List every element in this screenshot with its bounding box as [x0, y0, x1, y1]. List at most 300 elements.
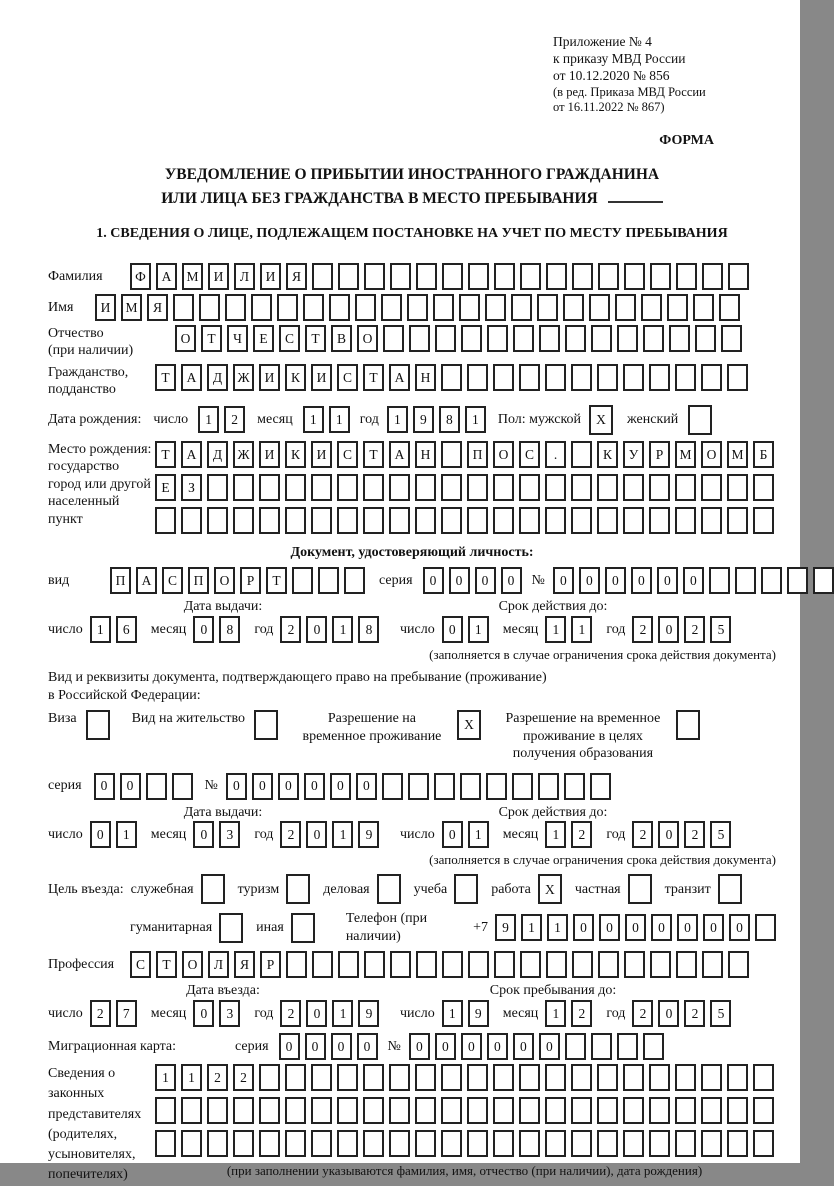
form-cell[interactable]: 0 — [279, 1033, 300, 1060]
form-cell[interactable] — [753, 507, 774, 534]
form-cell[interactable]: Т — [155, 364, 176, 391]
form-cell[interactable] — [181, 507, 202, 534]
form-cell[interactable]: Т — [363, 441, 384, 468]
form-cell[interactable] — [623, 474, 644, 501]
form-cell[interactable] — [285, 1064, 306, 1091]
form-cell[interactable] — [415, 507, 436, 534]
visa-checkbox[interactable] — [86, 710, 110, 740]
form-cell[interactable]: 9 — [413, 406, 434, 433]
form-cell[interactable]: Т — [201, 325, 222, 352]
form-cell[interactable]: 0 — [658, 1000, 679, 1027]
form-cell[interactable]: 0 — [331, 1033, 352, 1060]
profession-cells[interactable] — [130, 951, 749, 978]
form-cell[interactable] — [441, 474, 462, 501]
form-cell[interactable] — [355, 294, 376, 321]
form-cell[interactable] — [259, 1097, 280, 1124]
form-cell[interactable]: 2 — [632, 616, 653, 643]
form-cell[interactable] — [571, 507, 592, 534]
form-cell[interactable] — [564, 773, 585, 800]
form-cell[interactable] — [433, 294, 454, 321]
form-cell[interactable] — [181, 1097, 202, 1124]
form-cell[interactable]: 0 — [423, 567, 444, 594]
form-cell[interactable]: 2 — [233, 1064, 254, 1091]
form-cell[interactable]: Т — [155, 441, 176, 468]
form-cell[interactable] — [727, 1097, 748, 1124]
form-cell[interactable]: 0 — [513, 1033, 534, 1060]
form-cell[interactable] — [461, 325, 482, 352]
form-cell[interactable] — [643, 325, 664, 352]
form-cell[interactable]: 9 — [358, 821, 379, 848]
form-cell[interactable]: С — [279, 325, 300, 352]
form-cell[interactable] — [617, 1033, 638, 1060]
validity-year-cells[interactable] — [632, 616, 731, 643]
form-cell[interactable] — [454, 874, 478, 904]
form-cell[interactable]: X — [538, 874, 562, 904]
purpose-business-checkbox[interactable] — [377, 874, 401, 904]
form-cell[interactable]: Н — [415, 441, 436, 468]
form-cell[interactable] — [520, 263, 541, 290]
form-cell[interactable] — [650, 263, 671, 290]
form-cell[interactable] — [753, 1097, 774, 1124]
form-cell[interactable]: И — [311, 441, 332, 468]
form-cell[interactable] — [519, 1097, 540, 1124]
form-cell[interactable]: . — [545, 441, 566, 468]
form-cell[interactable] — [291, 913, 315, 943]
form-cell[interactable]: 0 — [579, 567, 600, 594]
mc-number-cells[interactable] — [409, 1033, 664, 1060]
form-cell[interactable] — [571, 441, 592, 468]
form-cell[interactable]: 0 — [90, 821, 111, 848]
form-cell[interactable]: Д — [207, 441, 228, 468]
form-cell[interactable]: 1 — [181, 1064, 202, 1091]
form-cell[interactable] — [207, 474, 228, 501]
stay-year-cells[interactable] — [632, 1000, 731, 1027]
form-cell[interactable] — [382, 773, 403, 800]
form-cell[interactable] — [338, 951, 359, 978]
form-cell[interactable] — [675, 474, 696, 501]
form-cell[interactable]: А — [181, 441, 202, 468]
form-cell[interactable] — [311, 1130, 332, 1157]
form-cell[interactable] — [545, 364, 566, 391]
form-cell[interactable] — [589, 294, 610, 321]
form-cell[interactable] — [676, 951, 697, 978]
form-cell[interactable]: О — [701, 441, 722, 468]
form-cell[interactable]: 2 — [90, 1000, 111, 1027]
form-cell[interactable] — [467, 474, 488, 501]
form-cell[interactable]: 9 — [358, 1000, 379, 1027]
form-cell[interactable] — [467, 1097, 488, 1124]
form-cell[interactable]: X — [457, 710, 481, 740]
form-cell[interactable]: Т — [156, 951, 177, 978]
form-cell[interactable] — [546, 263, 567, 290]
form-cell[interactable]: 2 — [684, 1000, 705, 1027]
form-cell[interactable] — [701, 1130, 722, 1157]
form-cell[interactable]: О — [175, 325, 196, 352]
form-cell[interactable]: 2 — [684, 616, 705, 643]
form-cell[interactable] — [641, 294, 662, 321]
form-cell[interactable] — [285, 1130, 306, 1157]
form-cell[interactable] — [718, 874, 742, 904]
form-cell[interactable] — [537, 294, 558, 321]
form-cell[interactable]: С — [337, 364, 358, 391]
form-cell[interactable] — [520, 951, 541, 978]
form-cell[interactable] — [285, 507, 306, 534]
form-cell[interactable]: 2 — [684, 821, 705, 848]
form-cell[interactable] — [254, 710, 278, 740]
form-cell[interactable]: М — [675, 441, 696, 468]
form-cell[interactable]: 0 — [193, 1000, 214, 1027]
form-cell[interactable]: 2 — [571, 1000, 592, 1027]
form-cell[interactable]: 5 — [710, 821, 731, 848]
form-cell[interactable]: 0 — [461, 1033, 482, 1060]
form-cell[interactable] — [623, 1097, 644, 1124]
citizenship-cells[interactable] — [155, 364, 748, 391]
form-cell[interactable] — [753, 474, 774, 501]
form-cell[interactable] — [727, 1064, 748, 1091]
form-cell[interactable] — [390, 263, 411, 290]
form-cell[interactable] — [441, 1097, 462, 1124]
form-cell[interactable] — [415, 1097, 436, 1124]
form-cell[interactable] — [513, 325, 534, 352]
form-cell[interactable] — [623, 1064, 644, 1091]
form-cell[interactable]: Т — [266, 567, 287, 594]
form-cell[interactable]: 7 — [116, 1000, 137, 1027]
form-cell[interactable]: М — [182, 263, 203, 290]
form-cell[interactable] — [487, 325, 508, 352]
form-cell[interactable]: 1 — [545, 1000, 566, 1027]
form-cell[interactable] — [233, 1130, 254, 1157]
form-cell[interactable] — [381, 294, 402, 321]
form-cell[interactable]: А — [136, 567, 157, 594]
issue-day-cells[interactable] — [90, 616, 137, 643]
form-cell[interactable] — [468, 263, 489, 290]
form-cell[interactable] — [389, 1097, 410, 1124]
form-cell[interactable]: 0 — [657, 567, 678, 594]
purpose-official-checkbox[interactable] — [201, 874, 225, 904]
form-cell[interactable] — [591, 325, 612, 352]
form-cell[interactable] — [753, 1130, 774, 1157]
residence-validity-month-cells[interactable] — [545, 821, 592, 848]
form-cell[interactable]: Я — [286, 263, 307, 290]
form-cell[interactable] — [363, 507, 384, 534]
form-cell[interactable]: 0 — [573, 914, 594, 941]
form-cell[interactable] — [225, 294, 246, 321]
form-cell[interactable] — [442, 263, 463, 290]
form-cell[interactable] — [598, 951, 619, 978]
firstname-cells[interactable] — [95, 294, 740, 321]
form-cell[interactable] — [571, 1064, 592, 1091]
residence-issue-year-cells[interactable] — [280, 821, 379, 848]
form-cell[interactable] — [571, 364, 592, 391]
form-cell[interactable] — [623, 507, 644, 534]
form-cell[interactable]: П — [110, 567, 131, 594]
form-cell[interactable] — [415, 1130, 436, 1157]
form-cell[interactable]: 1 — [329, 406, 350, 433]
birthplace-row3-cells[interactable] — [155, 507, 774, 534]
form-cell[interactable]: 0 — [449, 567, 470, 594]
form-cell[interactable] — [311, 507, 332, 534]
form-cell[interactable]: В — [331, 325, 352, 352]
form-cell[interactable] — [312, 263, 333, 290]
mc-series-cells[interactable] — [279, 1033, 378, 1060]
form-cell[interactable]: 5 — [710, 616, 731, 643]
form-cell[interactable] — [545, 1064, 566, 1091]
form-cell[interactable] — [377, 874, 401, 904]
birthplace-row1-cells[interactable] — [155, 441, 774, 468]
form-cell[interactable]: 2 — [207, 1064, 228, 1091]
form-cell[interactable] — [494, 263, 515, 290]
form-cell[interactable]: 0 — [475, 567, 496, 594]
form-cell[interactable]: 0 — [703, 914, 724, 941]
form-cell[interactable]: 0 — [409, 1033, 430, 1060]
form-cell[interactable] — [311, 474, 332, 501]
form-cell[interactable]: К — [285, 441, 306, 468]
form-cell[interactable] — [572, 263, 593, 290]
form-cell[interactable]: 1 — [155, 1064, 176, 1091]
form-cell[interactable]: 5 — [710, 1000, 731, 1027]
form-cell[interactable] — [563, 294, 584, 321]
form-cell[interactable] — [735, 567, 756, 594]
form-cell[interactable] — [441, 1064, 462, 1091]
form-cell[interactable]: 2 — [632, 821, 653, 848]
form-cell[interactable]: У — [623, 441, 644, 468]
form-cell[interactable] — [389, 474, 410, 501]
form-cell[interactable]: 0 — [677, 914, 698, 941]
form-cell[interactable]: 1 — [442, 1000, 463, 1027]
form-cell[interactable]: 0 — [539, 1033, 560, 1060]
issue-month-cells[interactable] — [193, 616, 240, 643]
form-cell[interactable] — [312, 951, 333, 978]
form-cell[interactable] — [416, 263, 437, 290]
form-cell[interactable]: 1 — [387, 406, 408, 433]
form-cell[interactable]: Л — [234, 263, 255, 290]
form-cell[interactable] — [597, 474, 618, 501]
form-cell[interactable] — [597, 507, 618, 534]
form-cell[interactable] — [709, 567, 730, 594]
form-cell[interactable] — [519, 507, 540, 534]
stay-day-cells[interactable] — [442, 1000, 489, 1027]
form-cell[interactable] — [363, 1064, 384, 1091]
form-cell[interactable]: К — [285, 364, 306, 391]
form-cell[interactable] — [442, 951, 463, 978]
form-cell[interactable] — [669, 325, 690, 352]
form-cell[interactable]: 3 — [219, 1000, 240, 1027]
form-cell[interactable] — [643, 1033, 664, 1060]
form-cell[interactable] — [364, 263, 385, 290]
form-cell[interactable]: 3 — [219, 821, 240, 848]
form-cell[interactable] — [486, 773, 507, 800]
form-cell[interactable]: 0 — [553, 567, 574, 594]
form-cell[interactable]: Р — [260, 951, 281, 978]
form-cell[interactable]: С — [519, 441, 540, 468]
form-cell[interactable]: 0 — [193, 821, 214, 848]
form-cell[interactable]: А — [156, 263, 177, 290]
form-cell[interactable]: 1 — [198, 406, 219, 433]
form-cell[interactable]: Ж — [233, 364, 254, 391]
purpose-tourism-checkbox[interactable] — [286, 874, 310, 904]
form-cell[interactable] — [408, 773, 429, 800]
entry-year-cells[interactable] — [280, 1000, 379, 1027]
form-cell[interactable] — [233, 474, 254, 501]
form-cell[interactable]: И — [260, 263, 281, 290]
temp-residence-checkbox[interactable] — [457, 710, 481, 740]
form-cell[interactable] — [416, 951, 437, 978]
form-cell[interactable]: 1 — [468, 821, 489, 848]
form-cell[interactable]: Т — [363, 364, 384, 391]
form-cell[interactable]: Я — [147, 294, 168, 321]
entry-day-cells[interactable] — [90, 1000, 137, 1027]
form-cell[interactable] — [676, 710, 700, 740]
form-cell[interactable] — [494, 951, 515, 978]
form-cell[interactable] — [675, 1097, 696, 1124]
form-cell[interactable] — [519, 1130, 540, 1157]
purpose-humanitarian-checkbox[interactable] — [219, 913, 243, 943]
form-cell[interactable] — [338, 263, 359, 290]
form-cell[interactable] — [727, 364, 748, 391]
form-cell[interactable] — [597, 1097, 618, 1124]
form-cell[interactable]: X — [589, 405, 613, 435]
form-cell[interactable] — [337, 474, 358, 501]
residence-number-cells[interactable] — [226, 773, 611, 800]
form-cell[interactable] — [363, 474, 384, 501]
form-cell[interactable]: 0 — [305, 1033, 326, 1060]
form-cell[interactable]: 2 — [571, 821, 592, 848]
form-cell[interactable] — [459, 294, 480, 321]
form-cell[interactable]: 0 — [658, 821, 679, 848]
form-cell[interactable]: 6 — [116, 616, 137, 643]
form-cell[interactable] — [286, 874, 310, 904]
form-cell[interactable] — [667, 294, 688, 321]
residence-series-cells[interactable] — [94, 773, 193, 800]
form-cell[interactable] — [623, 1130, 644, 1157]
form-cell[interactable] — [435, 325, 456, 352]
form-cell[interactable] — [591, 1033, 612, 1060]
form-cell[interactable] — [155, 507, 176, 534]
doc-series-cells[interactable] — [423, 567, 522, 594]
form-cell[interactable] — [650, 951, 671, 978]
purpose-private-checkbox[interactable] — [628, 874, 652, 904]
form-cell[interactable] — [701, 507, 722, 534]
sex-male-checkbox[interactable] — [589, 405, 613, 435]
representatives-row2-cells[interactable] — [155, 1097, 774, 1124]
form-cell[interactable]: 1 — [547, 914, 568, 941]
form-cell[interactable]: 0 — [605, 567, 626, 594]
validity-month-cells[interactable] — [545, 616, 592, 643]
form-cell[interactable]: Ф — [130, 263, 151, 290]
form-cell[interactable] — [207, 1097, 228, 1124]
form-cell[interactable] — [649, 1097, 670, 1124]
form-cell[interactable]: 2 — [280, 821, 301, 848]
form-cell[interactable]: 0 — [631, 567, 652, 594]
form-cell[interactable] — [539, 325, 560, 352]
surname-cells[interactable] — [130, 263, 749, 290]
form-cell[interactable] — [337, 1097, 358, 1124]
form-cell[interactable]: П — [188, 567, 209, 594]
form-cell[interactable] — [728, 951, 749, 978]
form-cell[interactable] — [695, 325, 716, 352]
form-cell[interactable] — [409, 325, 430, 352]
form-cell[interactable]: 1 — [303, 406, 324, 433]
form-cell[interactable]: 0 — [306, 821, 327, 848]
form-cell[interactable]: 0 — [487, 1033, 508, 1060]
form-cell[interactable]: 0 — [306, 1000, 327, 1027]
form-cell[interactable] — [493, 474, 514, 501]
form-cell[interactable] — [727, 474, 748, 501]
form-cell[interactable] — [590, 773, 611, 800]
form-cell[interactable]: 0 — [356, 773, 377, 800]
form-cell[interactable] — [702, 263, 723, 290]
form-cell[interactable]: Ч — [227, 325, 248, 352]
form-cell[interactable] — [493, 1097, 514, 1124]
form-cell[interactable] — [649, 364, 670, 391]
form-cell[interactable] — [219, 913, 243, 943]
form-cell[interactable] — [441, 441, 462, 468]
form-cell[interactable] — [286, 951, 307, 978]
form-cell[interactable]: 1 — [571, 616, 592, 643]
form-cell[interactable] — [318, 567, 339, 594]
form-cell[interactable] — [468, 951, 489, 978]
form-cell[interactable] — [649, 507, 670, 534]
form-cell[interactable]: 0 — [278, 773, 299, 800]
form-cell[interactable] — [623, 364, 644, 391]
form-cell[interactable]: 2 — [632, 1000, 653, 1027]
form-cell[interactable] — [441, 1130, 462, 1157]
form-cell[interactable] — [86, 710, 110, 740]
form-cell[interactable]: 0 — [193, 616, 214, 643]
form-cell[interactable] — [545, 1130, 566, 1157]
form-cell[interactable] — [493, 364, 514, 391]
phone-cells[interactable] — [495, 914, 776, 941]
form-cell[interactable]: А — [389, 441, 410, 468]
birthdate-year-cells[interactable] — [387, 406, 486, 433]
form-cell[interactable] — [389, 1130, 410, 1157]
temp-residence-education-checkbox[interactable] — [676, 710, 700, 740]
form-cell[interactable] — [727, 507, 748, 534]
form-cell[interactable] — [407, 294, 428, 321]
form-cell[interactable] — [285, 1097, 306, 1124]
sex-female-checkbox[interactable] — [688, 405, 712, 435]
form-cell[interactable] — [207, 507, 228, 534]
form-cell[interactable]: Д — [207, 364, 228, 391]
form-cell[interactable] — [259, 1130, 280, 1157]
form-cell[interactable] — [155, 1130, 176, 1157]
form-cell[interactable]: 0 — [599, 914, 620, 941]
form-cell[interactable] — [285, 474, 306, 501]
form-cell[interactable] — [441, 364, 462, 391]
form-cell[interactable] — [467, 1064, 488, 1091]
form-cell[interactable] — [719, 294, 740, 321]
form-cell[interactable] — [277, 294, 298, 321]
form-cell[interactable]: 0 — [442, 821, 463, 848]
form-cell[interactable] — [519, 474, 540, 501]
form-cell[interactable]: 0 — [357, 1033, 378, 1060]
purpose-study-checkbox[interactable] — [454, 874, 478, 904]
form-cell[interactable]: М — [121, 294, 142, 321]
form-cell[interactable]: 0 — [651, 914, 672, 941]
patronymic-cells[interactable] — [175, 325, 742, 352]
form-cell[interactable] — [727, 1130, 748, 1157]
form-cell[interactable]: О — [182, 951, 203, 978]
doc-number-cells[interactable] — [553, 567, 834, 594]
form-cell[interactable]: И — [259, 441, 280, 468]
form-cell[interactable] — [383, 325, 404, 352]
form-cell[interactable]: 0 — [330, 773, 351, 800]
form-cell[interactable] — [363, 1130, 384, 1157]
form-cell[interactable] — [755, 914, 776, 941]
form-cell[interactable]: 0 — [120, 773, 141, 800]
form-cell[interactable] — [571, 1097, 592, 1124]
form-cell[interactable]: 0 — [304, 773, 325, 800]
